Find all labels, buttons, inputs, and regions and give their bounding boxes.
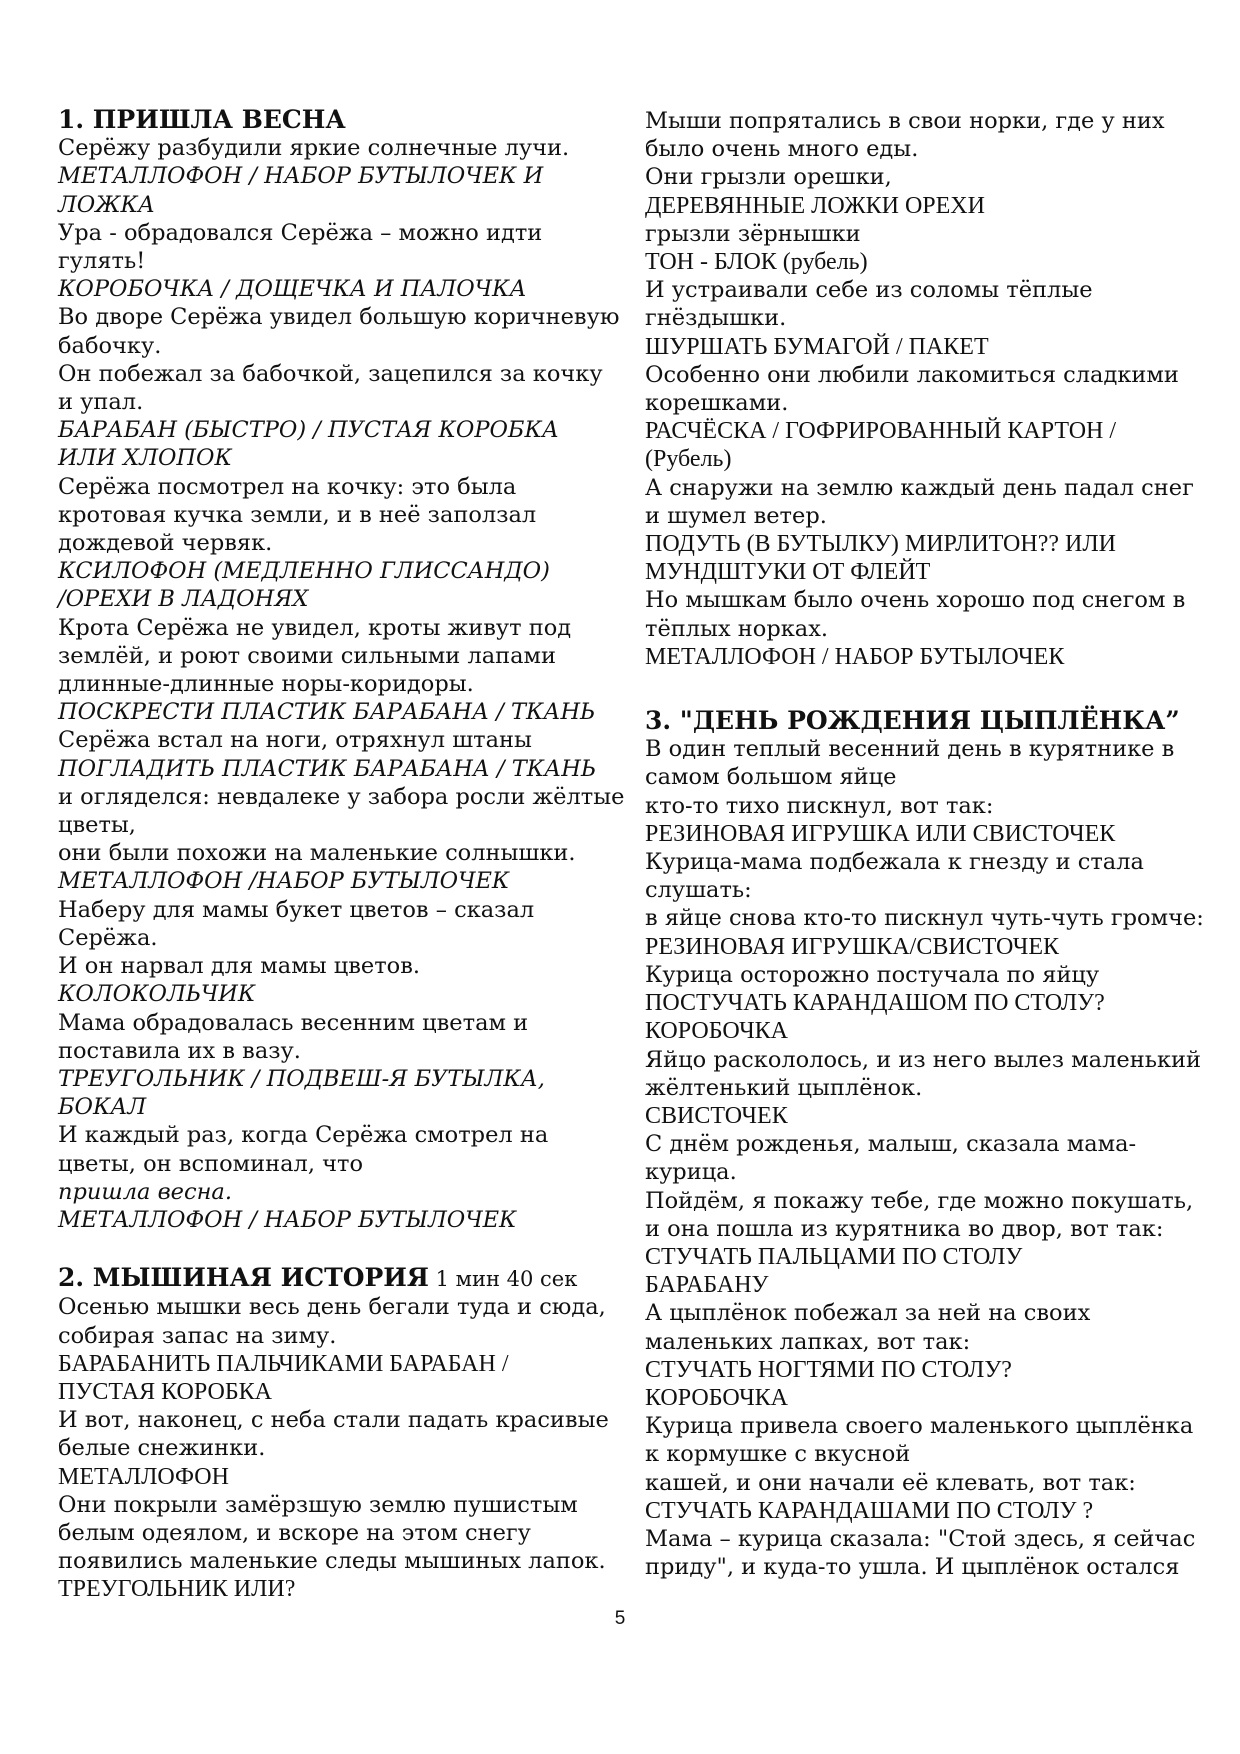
story-text-line: [645, 276, 1205, 304]
line-text: Мыши попрятались в свои норки, где у них: [645, 108, 1165, 134]
line-text: и упал.: [58, 389, 144, 416]
story-text-line: [58, 360, 618, 388]
instrument-cue: [645, 820, 1205, 848]
line-text: КСИЛОФОН (МЕДЛЕННО ГЛИССАНДО): [58, 558, 550, 585]
line-text: Осенью мышки весь день бегали туда и сюда,: [58, 1294, 606, 1321]
line-text: КОЛОКОЛЬЧИК: [58, 981, 256, 1008]
line-text: Особенно они любили лакомиться сладкими: [645, 361, 1179, 388]
line-text: белые снежинки.: [58, 1435, 266, 1462]
line-text: Наберу для мамы букет цветов – сказал: [58, 896, 535, 923]
instrument-cue: [645, 1102, 1205, 1130]
line-text: ПОГЛАДИТЬ ПЛАСТИК БАРАБАНА / ТКАНЬ: [58, 755, 596, 782]
line-text: Они грызли орешки,: [645, 164, 892, 191]
line-text: ПУСТАЯ КОРОБКА: [58, 1378, 272, 1405]
line-text: жёлтенький цыплёнок.: [645, 1074, 923, 1101]
line-text: Он побежал за бабочкой, зацепился за кочку: [58, 360, 603, 387]
story-text-line: [58, 811, 618, 839]
line-text: МЕТАЛЛОФОН / НАБОР БУТЫЛОЧЕК: [58, 1206, 517, 1233]
line-text: СТУЧАТЬ НОГТЯМИ ПО СТОЛУ?: [645, 1356, 1012, 1383]
line-text: БАРАБАНИТЬ ПАЛЬЧИКАМИ БАРАБАН /: [58, 1350, 509, 1377]
story-text-line: [645, 1215, 1205, 1243]
story-text-line: [645, 1328, 1205, 1356]
instrument-cue-italic: [58, 557, 618, 585]
instrument-cue-italic: [58, 1093, 618, 1121]
line-text: МЕТАЛЛОФОН /НАБОР БУТЫЛОЧЕК: [58, 868, 510, 895]
story-text-line: [645, 304, 1205, 332]
story-text-line: [645, 1553, 1205, 1581]
story-text-line: [645, 1074, 1205, 1102]
story-text-line: [58, 1406, 618, 1434]
story-text-line: [58, 1519, 618, 1547]
instrument-cue: [645, 1017, 1205, 1045]
story-text-line: [58, 388, 618, 416]
story-text-line: [58, 952, 618, 980]
story-text-line: [645, 389, 1205, 417]
story-text-line: [58, 896, 618, 924]
line-text: поставила их в вазу.: [58, 1037, 301, 1064]
line-text: РАСЧЁСКА / ГОФРИРОВАННЫЙ КАРТОН /: [645, 418, 1117, 445]
story-text-line: [58, 1150, 618, 1178]
line-text: КОРОБОЧКА / ДОЩЕЧКА И ПАЛОЧКА: [58, 276, 527, 303]
instrument-cue: [58, 1463, 618, 1491]
instrument-cue: [645, 1271, 1205, 1299]
line-text: КОРОБОЧКА: [645, 1384, 789, 1411]
instrument-cue-italic: [58, 585, 618, 613]
line-text: РЕЗИНОВАЯ ИГРУШКА ИЛИ СВИСТОЧЕК: [645, 820, 1116, 847]
line-text: Пойдём, я покажу тебе, где можно покушать,: [645, 1187, 1194, 1214]
instrument-cue-italic: [58, 698, 618, 726]
story-text-line: [58, 614, 618, 642]
line-text: ТРЕУГОЛЬНИК ИЛИ?: [58, 1576, 296, 1603]
line-text: ИЛИ ХЛОПОК: [58, 445, 232, 472]
line-text: Серёжа.: [58, 924, 158, 951]
instrument-cue: [645, 530, 1205, 558]
story-text-line: [58, 726, 618, 754]
story-text-line: [58, 1121, 618, 1149]
instrument-cue: [645, 192, 1205, 220]
instrument-cue-italic: [58, 191, 618, 219]
line-text: грызли зёрнышки: [645, 220, 861, 247]
instrument-cue: [58, 1378, 618, 1406]
story-text-line: [58, 1547, 618, 1575]
story-text-line: [645, 474, 1205, 502]
instrument-cue: [645, 248, 1205, 276]
line-text: В один теплый весенний день в курятнике в: [645, 736, 1175, 763]
line-text: землёй, и роют своими сильными лапами: [58, 642, 557, 669]
story-text-line: [645, 1158, 1205, 1186]
line-text: 1. ПРИШЛА ВЕСНА: [58, 105, 346, 134]
line-text: кротовая кучка земли, и в неё заползал: [58, 501, 537, 528]
story-text-line: [58, 134, 618, 162]
instrument-cue-italic: [58, 867, 618, 895]
line-text: Курица-мама подбежала к гнезду и стала: [645, 849, 1144, 876]
instrument-cue-italic: [58, 444, 618, 472]
line-text: А снаружи на землю каждый день падал снег: [645, 474, 1194, 501]
line-text: БАРАБАН (БЫСТРО) / ПУСТАЯ КОРОБКА: [58, 417, 559, 444]
instrument-cue-italic: [58, 162, 618, 190]
story-text-line: [58, 1009, 618, 1037]
instrument-cue: [645, 445, 1205, 473]
line-text: 2. МЫШИНАЯ ИСТОРИЯ: [58, 1263, 429, 1293]
story-text-line: [645, 502, 1205, 530]
story-text-line: [645, 735, 1205, 763]
instrument-cue: [645, 1384, 1205, 1412]
story-text-line: [645, 792, 1205, 820]
page-number: 5: [614, 1608, 626, 1629]
line-text: курица.: [645, 1159, 737, 1186]
story-text-line: [645, 1187, 1205, 1215]
story-text-line: [58, 332, 618, 360]
story-text-line: [58, 1434, 618, 1462]
story-text-line: [58, 670, 618, 698]
instrument-cue: [645, 933, 1205, 961]
section-heading: [58, 106, 618, 134]
line-text: к кормушке с вкусной: [645, 1441, 911, 1468]
line-text: СТУЧАТЬ ПАЛЬЦАМИ ПО СТОЛУ: [645, 1243, 1023, 1270]
line-text: цветы, он вспоминал, что: [58, 1150, 363, 1177]
story-text-line: [645, 615, 1205, 643]
line-text: ЛОЖКА: [58, 191, 155, 218]
line-text: ПОДУТЬ (В БУТЫЛКУ) МИРЛИТОН?? ИЛИ: [645, 531, 1116, 558]
line-text: 3. "ДЕНЬ РОЖДЕНИЯ ЦЫПЛЁНКА”: [645, 706, 1180, 736]
story-text-line: [645, 848, 1205, 876]
story-text-line: [58, 642, 618, 670]
story-text-line: [645, 961, 1205, 989]
story-text-line: [58, 783, 625, 811]
line-text: И устраивали себе из соломы тёплые: [645, 277, 1093, 304]
line-text: ШУРШАТЬ БУМАГОЙ / ПАКЕТ: [645, 333, 989, 360]
line-text: собирая запас на зиму.: [58, 1322, 337, 1349]
line-text: МУНДШТУКИ ОТ ФЛЕЙТ: [645, 559, 931, 586]
line-text: Мама обрадовалась весенним цветам и: [58, 1009, 529, 1036]
line-text: бабочку.: [58, 332, 162, 359]
instrument-cue-italic: [58, 980, 618, 1008]
line-text: тёплых норках.: [645, 615, 829, 642]
line-text: БОКАЛ: [58, 1094, 147, 1121]
story-text-line: [645, 1299, 1205, 1327]
story-text-line: [58, 1293, 618, 1321]
instrument-cue: [58, 1350, 618, 1378]
line-text: дождевой червяк.: [58, 530, 273, 557]
line-text: МЕТАЛЛОФОН: [58, 1463, 229, 1490]
line-text: Крота Серёжа не увидел, кроты живут под: [58, 614, 572, 641]
story-text-line: [645, 1046, 1205, 1074]
story-text-line: [645, 1412, 1205, 1440]
line-text: кто-то тихо пискнул, вот так:: [645, 792, 994, 819]
line-text: цветы,: [58, 812, 136, 839]
line-text: длинные-длинные норы-коридоры.: [58, 671, 474, 698]
line-text: И вот, наконец, с неба стали падать красивые: [58, 1407, 609, 1434]
instrument-cue: [645, 333, 1205, 361]
right-column: [645, 107, 1205, 1581]
line-text: и шумел ветер.: [645, 502, 827, 529]
line-text: Мама – курица сказала: "Стой здесь, я сейчас: [645, 1525, 1196, 1552]
instrument-cue: [645, 417, 1205, 445]
line-text: И он нарвал для мамы цветов.: [58, 953, 421, 980]
story-text-line: [58, 1037, 618, 1065]
story-text-line: [58, 529, 618, 557]
line-text: ТРЕУГОЛЬНИК / ПОДВЕШ-Я БУТЫЛКА,: [58, 1065, 545, 1092]
line-text: и она пошла из курятника во двор, вот так:: [645, 1215, 1164, 1242]
story-text-line: [58, 473, 618, 501]
instrument-cue-italic: [58, 275, 618, 303]
line-text: гнёздышки.: [645, 305, 787, 332]
story-text-line: [645, 586, 1205, 614]
line-text: было очень много еды.: [645, 136, 919, 163]
line-text: белым одеялом, и вскоре на этом снегу: [58, 1519, 531, 1546]
story-text-line: [645, 361, 1205, 389]
line-text: (Рубель): [645, 446, 732, 473]
line-text: кашей, и они начали её клевать, вот так:: [645, 1469, 1136, 1496]
story-text-line: [58, 219, 618, 247]
instrument-cue: [645, 1243, 1205, 1271]
story-text-line: [645, 1525, 1205, 1553]
instrument-cue-italic: [58, 1065, 618, 1093]
line-text: в яйце снова кто-то пискнул чуть-чуть громче:: [645, 905, 1204, 932]
line-text: СТУЧАТЬ КАРАНДАШАМИ ПО СТОЛУ ?: [645, 1497, 1094, 1524]
line-text: /ОРЕХИ В ЛАДОНЯХ: [58, 586, 309, 613]
instrument-cue: [645, 989, 1205, 1017]
instrument-cue: [645, 1497, 1205, 1525]
story-text-line: [645, 1130, 1205, 1158]
story-text-line: [58, 501, 618, 529]
section-heading: [645, 707, 1205, 735]
line-text: Серёжа встал на ноги, отряхнул штаны: [58, 727, 532, 754]
story-text-line: [645, 1440, 1205, 1468]
instrument-cue-italic: [58, 416, 618, 444]
story-text-line: [645, 763, 1205, 791]
line-text: появились маленькие следы мышиных лапок.: [58, 1548, 606, 1575]
story-text-line: [645, 904, 1205, 932]
story-text-line: [58, 247, 618, 275]
story-text-line: [58, 1491, 618, 1519]
line-text: приду", и куда-то ушла. И цыплёнок остался: [645, 1554, 1180, 1581]
story-text-line: [645, 1469, 1205, 1497]
section-heading: [58, 1264, 618, 1293]
story-text-line: [645, 107, 1205, 135]
instrument-cue-italic: [58, 1206, 618, 1234]
line-text: С днём рожденья, малыш, сказала мама-: [645, 1131, 1137, 1158]
line-text: Курица осторожно постучала по яйцу: [645, 961, 1100, 988]
line-text: ПОСКРЕСТИ ПЛАСТИК БАРАБАНА / ТКАНЬ: [58, 699, 596, 726]
line-text: Ура - обрадовался Серёжа – можно идти: [58, 219, 543, 246]
line-text: Серёжа посмотрел на кочку: это была: [58, 473, 517, 500]
line-text: ТОН - БЛОК (рубель): [645, 249, 868, 276]
line-text: Курица привела своего маленького цыплёнка: [645, 1413, 1194, 1440]
instrument-cue-italic: [58, 1178, 618, 1206]
line-text: слушать:: [645, 877, 752, 904]
story-text-line: [58, 924, 618, 952]
instrument-cue: [645, 558, 1205, 586]
line-text: РЕЗИНОВАЯ ИГРУШКА/СВИСТОЧЕК: [645, 933, 1060, 960]
line-text: пришла весна.: [58, 1178, 232, 1205]
instrument-cue: [645, 1356, 1205, 1384]
instrument-cue: [58, 1575, 618, 1603]
line-text: они были похожи на маленькие солнышки.: [58, 840, 576, 867]
line-text: Яйцо раскололось, и из него вылез маленький: [645, 1046, 1201, 1073]
story-text-line: [58, 839, 618, 867]
line-text: И каждый раз, когда Серёжа смотрел на: [58, 1122, 549, 1149]
line-text: гулять!: [58, 248, 146, 275]
line-text: СВИСТОЧЕК: [645, 1102, 788, 1129]
story-text-line: [645, 163, 1205, 191]
instrument-cue: [645, 643, 1205, 671]
line-text: Во дворе Серёжа увидел большую коричневую: [58, 304, 620, 331]
line-text: МЕТАЛЛОФОН / НАБОР БУТЫЛОЧЕК: [645, 643, 1065, 670]
line-text: Они покрыли замёрзшую землю пушистым: [58, 1491, 578, 1518]
story-text-line: [58, 1322, 618, 1350]
story-text-line: [645, 876, 1205, 904]
line-text: КОРОБОЧКА: [645, 1018, 789, 1045]
line-text: МЕТАЛЛОФОН / НАБОР БУТЫЛОЧЕК И: [58, 163, 544, 190]
line-text: А цыплёнок побежал за ней на своих: [645, 1300, 1091, 1327]
line-text: Серёжу разбудили яркие солнечные лучи.: [58, 135, 570, 162]
line-text: БАРАБАНУ: [645, 1272, 769, 1299]
line-text: ДЕРЕВЯННЫЕ ЛОЖКИ ОРЕХИ: [645, 192, 985, 219]
line-text: Но мышкам было очень хорошо под снегом в: [645, 587, 1186, 614]
heading-duration: 1 мин 40 сек: [428, 1267, 578, 1292]
story-text-line: [645, 220, 1205, 248]
section-gap: [645, 671, 1205, 707]
line-text: корешками.: [645, 390, 789, 417]
section-gap: [58, 1234, 618, 1264]
story-text-line: [58, 303, 618, 331]
instrument-cue-italic: [58, 755, 618, 783]
line-text: самом большом яйце: [645, 764, 897, 791]
line-text: ПОСТУЧАТЬ КАРАНДАШОМ ПО СТОЛУ?: [645, 990, 1105, 1017]
left-column: [58, 105, 625, 1604]
story-text-line: [645, 135, 1205, 163]
line-text: и огляделся: невдалеке у забора росли жёлтые: [58, 783, 625, 810]
line-text: маленьких лапках, вот так:: [645, 1328, 971, 1355]
